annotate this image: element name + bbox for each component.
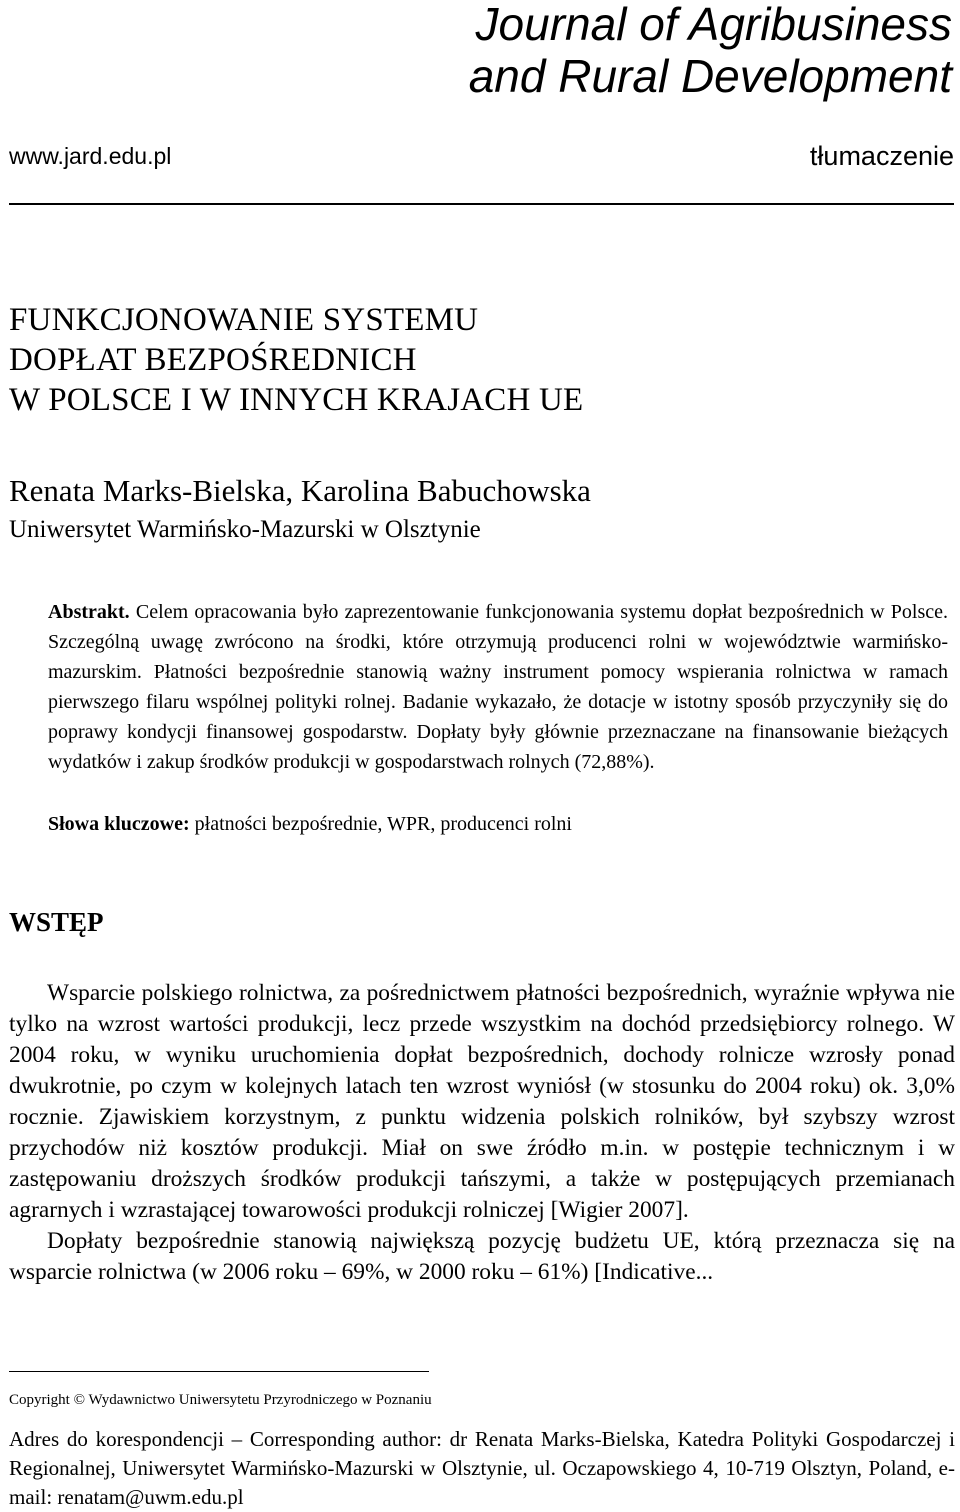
- body-paragraph: Dopłaty bezpośrednie stanowią największą pozycję budżetu UE, którą przeznacza się na wsparcie rolnictwa (w 2006 roku – 69%, w 2000 roku – 61%) [Indicative...: [9, 1228, 955, 1285]
- article-authors: Renata Marks-Bielska, Karolina Babuchowska: [9, 473, 591, 508]
- translation-label: tłumaczenie: [809, 141, 954, 171]
- section-body: [9, 978, 955, 1288]
- keywords-text: płatności bezpośrednie, WPR, producenci rolni: [189, 813, 572, 835]
- abstract-text: Celem opracowania było zaprezentowanie funkcjonowania systemu dopłat bezpośrednich w Polsce. Szczególną uwagę zwrócono na środki, które otrzymują producenci rolni w województwie warmińsko-mazurskim. Płatności bezpośrednie stanowią ważny instrument pomocy wspierania rolnictwa w ramach pierwszego filaru wspólnej polityki rolnej. Badanie wykazało, że dotacje w istotny sposób przyczyniły się do poprawy kondycji finansowej gospodarstw. Dopłaty były głównie przeznaczane na finansowanie bieżących wydatków i zakup środków produkcji w gospodarstwach rolnych (72,88%).: [48, 601, 948, 773]
- keywords: [48, 813, 572, 836]
- body-paragraph: Wsparcie polskiego rolnictwa, za pośrednictwem płatności bezpośrednich, wyraźnie wpływa nie tylko na wzrost wartości produkcji, lecz przede wszystkim na dochód przedsiębiorcy rolnego. W 2004 roku, w wyniku uruchomienia dopłat bezpośrednich, dochody rolnicze wzrosły ponad dwukrotnie, po czym w kolejnych latach ten wzrost wyniósł (w stosunku do 2004 roku) ok. 3,0% rocznie. Zjawiskiem korzystnym, z punktu widzenia polskich rolników, był szybszy wzrost przychodów niż kosztów produkcji. Miał on swe źródło m.in. w postępie technicznym i w zastępowaniu droższych środków produkcji tańszymi, a także w postępujących przemianach agrarnych i wzrastającej towarowości produkcji rolniczej [Wigier 2007].: [9, 980, 955, 1223]
- section-heading: WSTĘP: [9, 907, 104, 937]
- correspondence-address: Adres do korespondencji – Corresponding author: dr Renata Marks-Bielska, Katedra Polityki Gospodarczej i Regionalnej, Uniwersytet Warmińsko-Mazurski w Olsztynie, ul. Oczapowskiego 4, 10-719 Olsztyn, Poland, e-mail: renatam@uwm.edu.pl: [9, 1427, 955, 1509]
- abstract: [48, 597, 948, 777]
- article-title-line3: W POLSCE I W INNYCH KRAJACH UE: [9, 382, 584, 418]
- article-title: [9, 300, 583, 420]
- keywords-label: Słowa kluczowe:: [48, 813, 190, 835]
- header-divider: [9, 203, 954, 205]
- journal-title-line1: Journal of Agribusiness: [475, 0, 952, 50]
- copyright-notice: Copyright © Wydawnictwo Uniwersytetu Przyrodniczego w Poznaniu: [9, 1392, 432, 1408]
- journal-website-link[interactable]: www.jard.edu.pl: [9, 143, 172, 169]
- footnote-divider: [9, 1371, 429, 1372]
- author-affiliation: Uniwersytet Warmińsko-Mazurski w Olsztynie: [9, 516, 481, 543]
- journal-title: [469, 0, 952, 102]
- article-title-line2: DOPŁAT BEZPOŚREDNICH: [9, 342, 417, 378]
- abstract-label: Abstrakt.: [48, 601, 130, 623]
- article-title-line1: FUNKCJONOWANIE SYSTEMU: [9, 302, 479, 338]
- journal-title-line2: and Rural Development: [468, 50, 952, 102]
